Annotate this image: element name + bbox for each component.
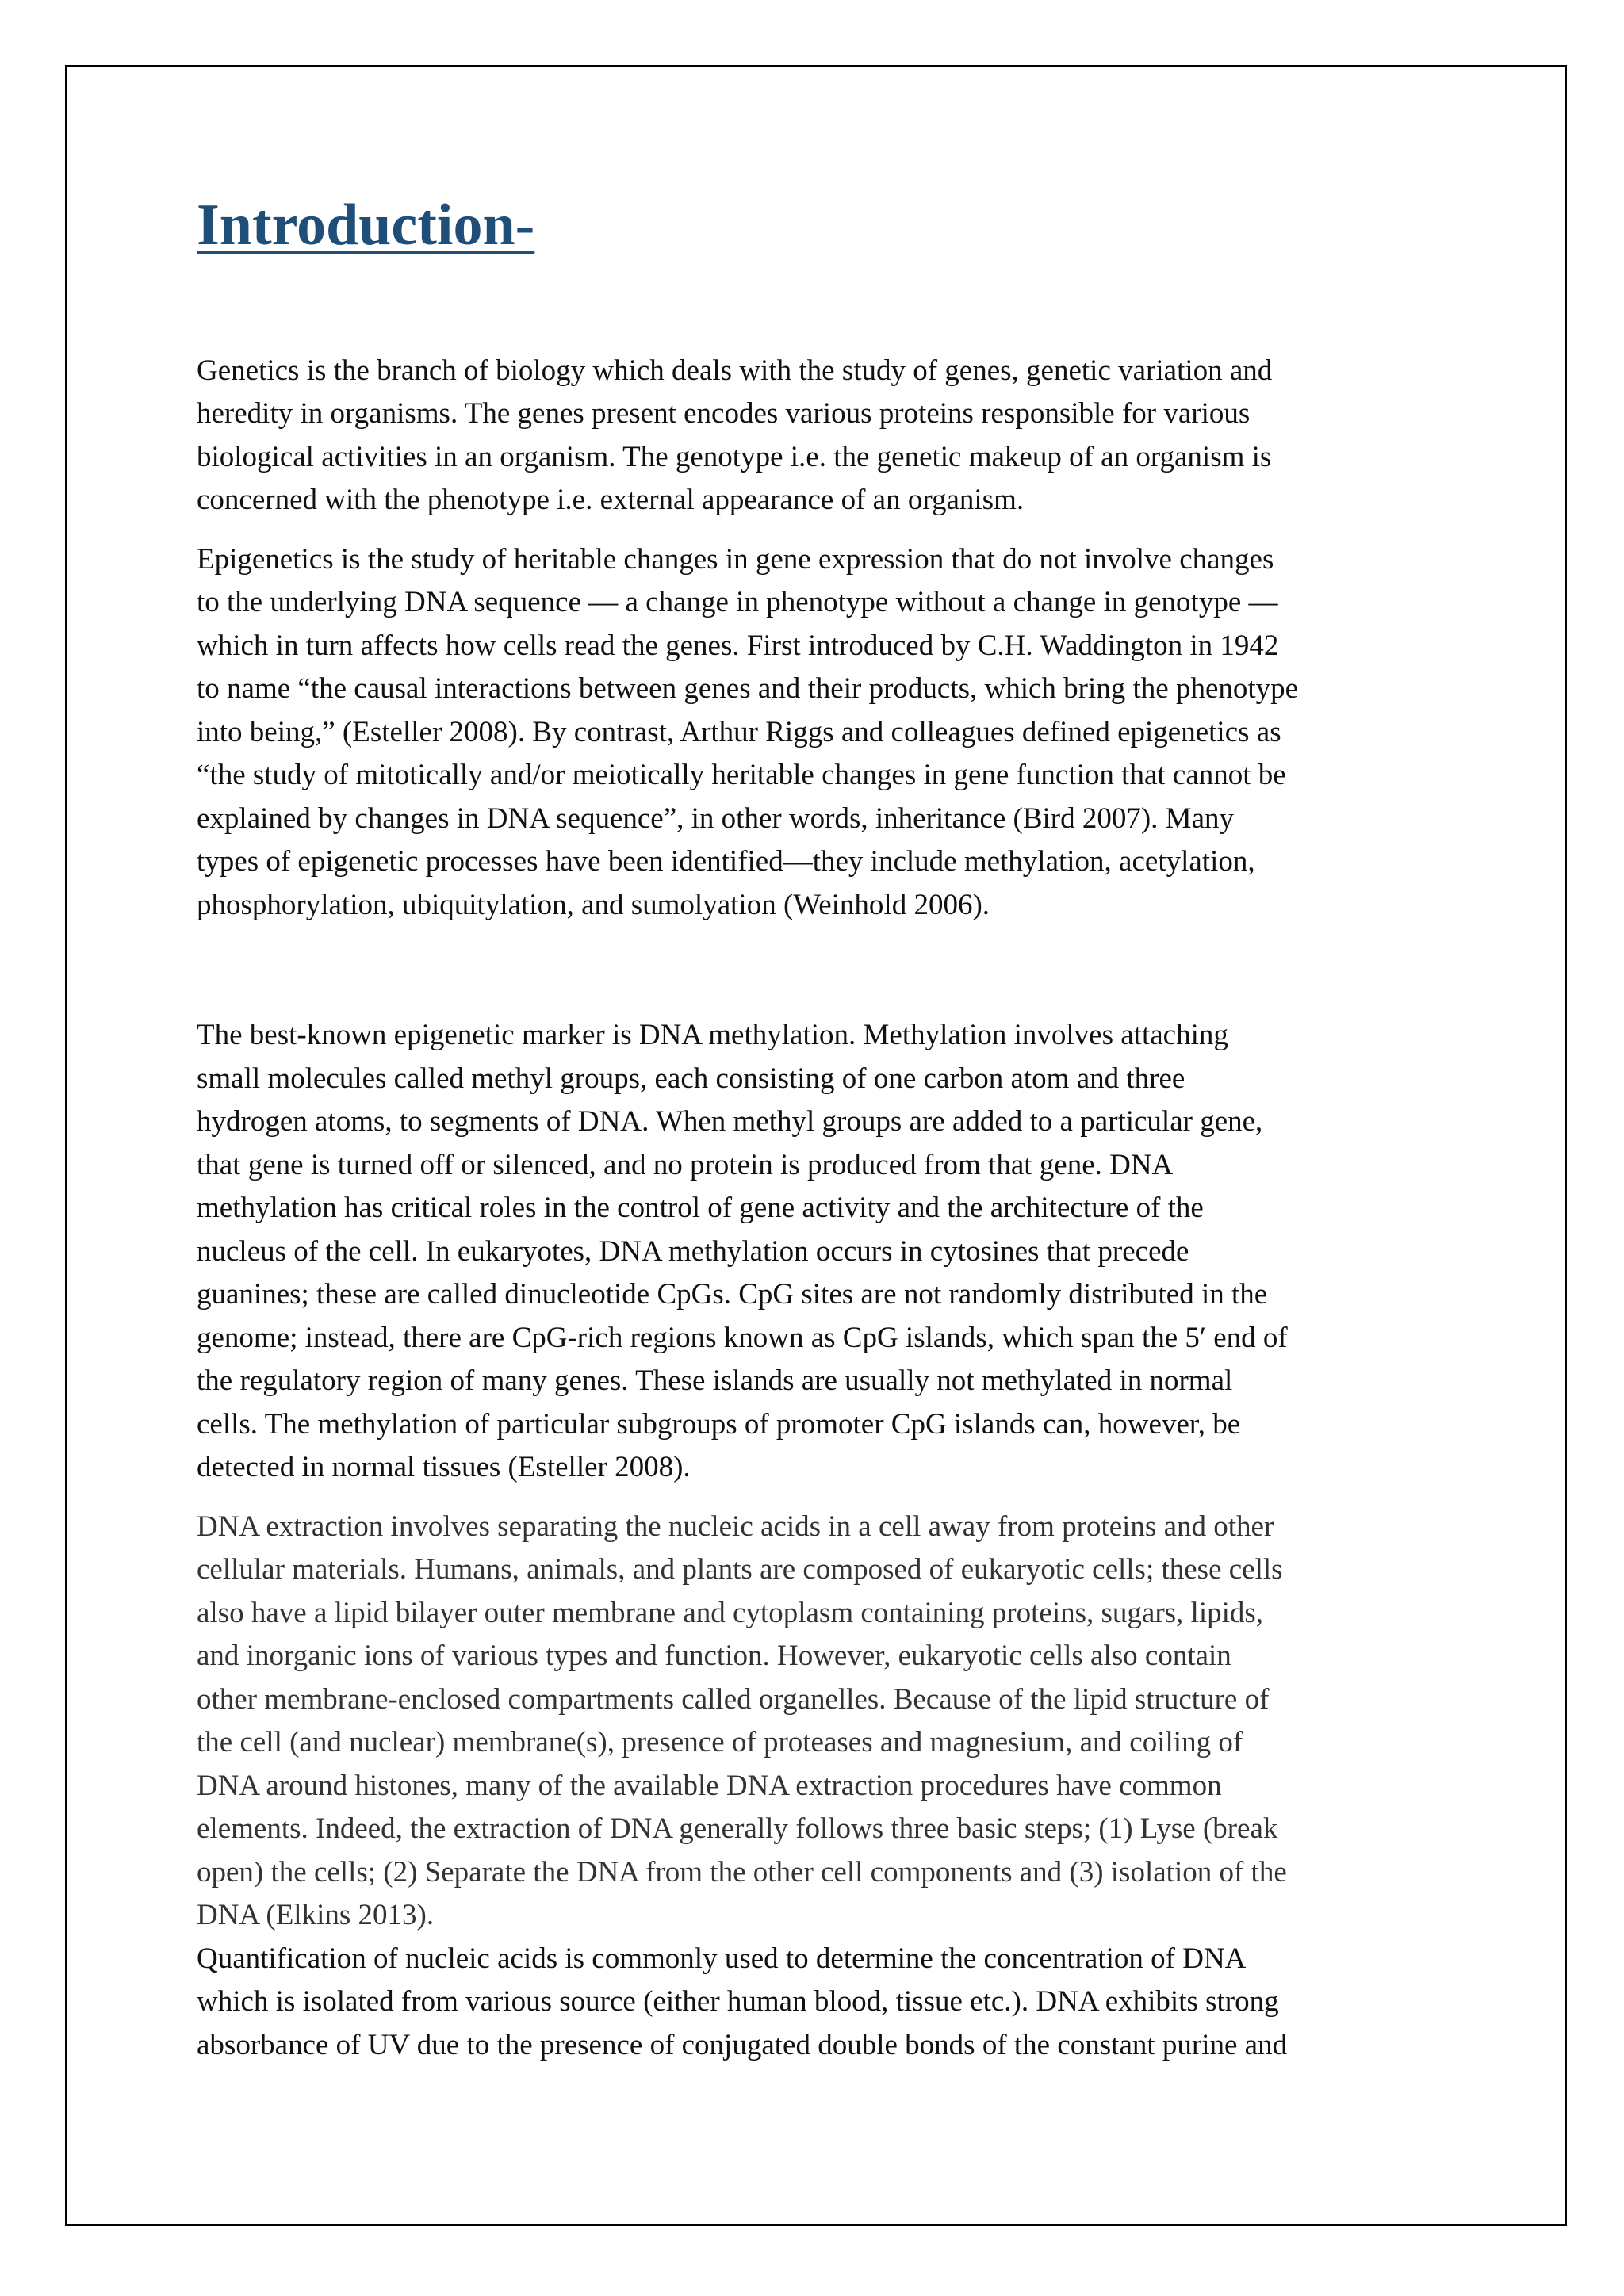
text-line: which in turn affects how cells read the genes. First introduced by C.H. Waddington in 1942 xyxy=(197,629,1279,662)
text-line: into being,” (Esteller 2008). By contrast, Arthur Riggs and colleagues defined epigenetics as xyxy=(197,715,1281,748)
text-line: methylation has critical roles in the control of gene activity and the architecture of the xyxy=(197,1192,1204,1225)
text-line: biological activities in an organism. The genotype i.e. the genetic makeup of an organism is xyxy=(197,440,1272,473)
paragraph-dna-extraction xyxy=(197,1506,1434,1938)
document-content xyxy=(197,190,1434,2067)
text-line: Quantification of nucleic acids is commonly used to determine the concentration of DNA xyxy=(197,1942,1247,1975)
text-line: and inorganic ions of various types and function. However, eukaryotic cells also contain xyxy=(197,1640,1231,1673)
text-line: DNA extraction involves separating the nucleic acids in a cell away from proteins and other xyxy=(197,1510,1274,1543)
text-line: genome; instead, there are CpG-rich regions known as CpG islands, which span the 5′ end of xyxy=(197,1321,1288,1354)
text-line: small molecules called methyl groups, each consisting of one carbon atom and three xyxy=(197,1062,1185,1095)
paragraph-epigenetics xyxy=(197,538,1434,928)
text-line: Genetics is the branch of biology which deals with the study of genes, genetic variation and xyxy=(197,354,1273,387)
text-line: phosphorylation, ubiquitylation, and sumolyation (Weinhold 2006). xyxy=(197,888,990,921)
text-line: also have a lipid bilayer outer membrane and cytoplasm containing proteins, sugars, lipids, xyxy=(197,1596,1264,1629)
text-line: absorbance of UV due to the presence of conjugated double bonds of the constant purine and xyxy=(197,2028,1288,2061)
text-line: detected in normal tissues (Esteller 2008). xyxy=(197,1451,691,1484)
text-line: to the underlying DNA sequence — a change in phenotype without a change in genotype — xyxy=(197,586,1278,619)
text-line: the cell (and nuclear) membrane(s), presence of proteases and magnesium, and coiling of xyxy=(197,1726,1243,1759)
text-line: which is isolated from various source (either human blood, tissue etc.). DNA exhibits strong xyxy=(197,1985,1279,2019)
page-title: Introduction- xyxy=(197,193,535,258)
paragraph-dna-methylation xyxy=(197,1014,1434,1490)
text-line: that gene is turned off or silenced, and no protein is produced from that gene. DNA xyxy=(197,1148,1174,1181)
text-line: open) the cells; (2) Separate the DNA from the other cell components and (3) isolation of the xyxy=(197,1855,1287,1888)
text-line: hydrogen atoms, to segments of DNA. When methyl groups are added to a particular gene, xyxy=(197,1105,1263,1138)
text-line: concerned with the phenotype i.e. external appearance of an organism. xyxy=(197,484,1025,517)
text-line: guanines; these are called dinucleotide CpGs. CpG sites are not randomly distributed in the xyxy=(197,1278,1268,1311)
text-line: types of epigenetic processes have been identified—they include methylation, acetylation, xyxy=(197,845,1255,878)
text-line: DNA (Elkins 2013). xyxy=(197,1899,435,1932)
text-line: heredity in organisms. The genes present encodes various proteins responsible for various xyxy=(197,397,1251,430)
paragraph-genetics xyxy=(197,350,1434,522)
text-line: DNA around histones, many of the available DNA extraction procedures have common xyxy=(197,1769,1222,1802)
text-line: to name “the causal interactions between genes and their products, which bring the phenotype xyxy=(197,672,1299,706)
text-line: the regulatory region of many genes. These islands are usually not methylated in normal xyxy=(197,1364,1233,1398)
text-line: other membrane-enclosed compartments called organelles. Because of the lipid structure of xyxy=(197,1682,1270,1716)
text-line: Epigenetics is the study of heritable changes in gene expression that do not involve changes xyxy=(197,542,1274,576)
paragraph-quantification xyxy=(197,1938,1434,2068)
text-line: nucleus of the cell. In eukaryotes, DNA methylation occurs in cytosines that precede xyxy=(197,1234,1189,1268)
text-line: cells. The methylation of particular subgroups of promoter CpG islands can, however, be xyxy=(197,1407,1241,1441)
text-line: explained by changes in DNA sequence”, in other words, inheritance (Bird 2007). Many xyxy=(197,802,1234,835)
text-line: The best-known epigenetic marker is DNA methylation. Methylation involves attaching xyxy=(197,1019,1228,1052)
text-line: “the study of mitotically and/or meiotically heritable changes in gene function that cannot be xyxy=(197,759,1286,792)
text-line: cellular materials. Humans, animals, and plants are composed of eukaryotic cells; these cells xyxy=(197,1553,1283,1586)
text-line: elements. Indeed, the extraction of DNA generally follows three basic steps; (1) Lyse (break xyxy=(197,1812,1278,1846)
